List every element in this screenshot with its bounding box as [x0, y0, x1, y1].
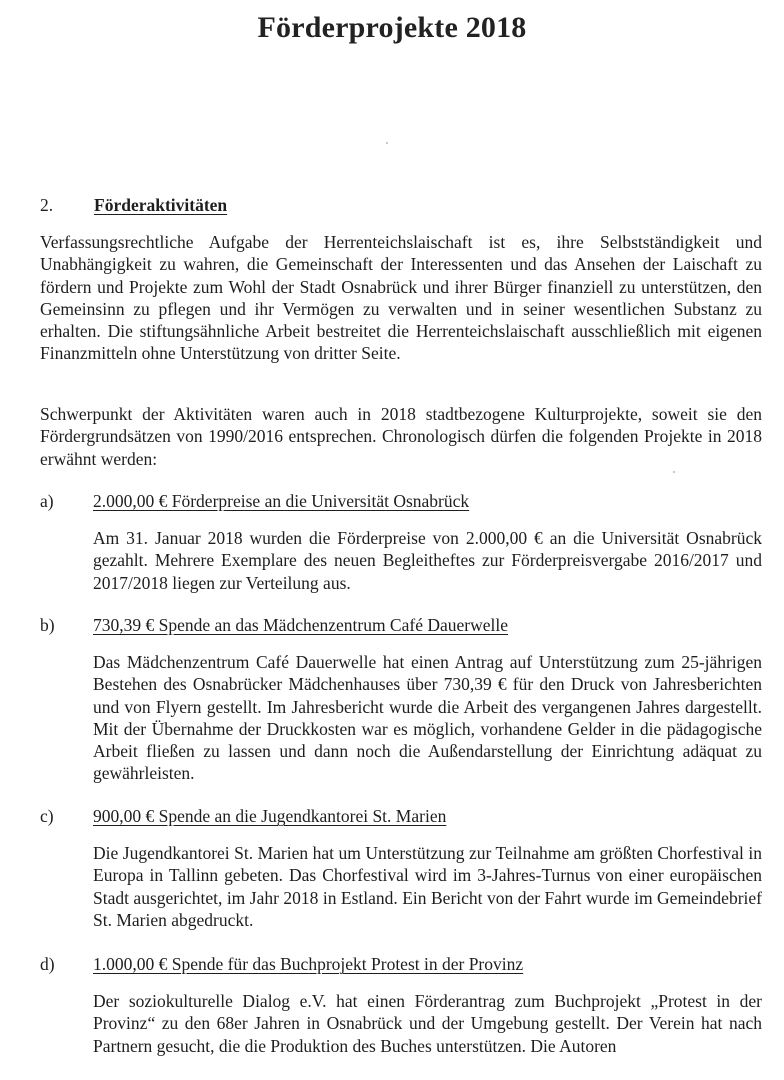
item-d-body: Der soziokulturelle Dialog e.V. hat einen Förderantrag zum Buchprojekt „Protest in der Provinz“ zu den 68er Jahren in Osnabrück und der Umgebung gestellt. Der Verein hat nach Partnern gesucht, die die Produktion des Buches unterstützen. Die Autoren [93, 991, 762, 1056]
item-a-heading [40, 490, 469, 512]
intro-paragraph: Verfassungsrechtliche Aufgabe der Herrenteichslaischaft ist es, ihre Selbstständigkeit und Unabhängigkeit zu wahren, die Gemeinschaft der Interessenten und das Ansehen der Laischaft zu fördern und Projekte zum Wohl der Stadt Osnabrück und ihrer Bürger finanziell zu unterstützen, den Gemeinsinn zu pflegen und ihr Vermögen zu verwalten und in seiner wesentlichen Substanz zu erhalten. Die stiftungsähnliche Arbeit bestreitet die Herrenteichslaischaft ausschließlich mit eigenen Finanzmitteln ohne Unterstützung von dritter Seite. [40, 232, 762, 364]
item-b-heading [40, 614, 508, 636]
item-letter: b) [40, 615, 55, 635]
item-c-heading [40, 805, 446, 827]
item-title: 2.000,00 € Förderpreise an die Universität Osnabrück [93, 491, 470, 511]
section-number: 2. [40, 195, 54, 215]
item-b-body: Das Mädchenzentrum Café Dauerwelle hat einen Antrag auf Unterstützung zum 25-jährigen Bestehen des Osnabrücker Mädchenhauses über 730,39 € für den Druck von Jahresberichten und von Flyern gestellt. Im Jahresbericht wurde die Arbeit des vergangenen Jahres dargestellt. Mit der Übernahme der Druckkosten war es möglich, vorhandene Gelder in die pädagogische Arbeit fließen zu lassen und dann noch die Außendarstellung der Einrichtung adäquat zu gewährleisten. [93, 652, 762, 784]
item-d-heading [40, 953, 523, 975]
page-title: Förderprojekte 2018 [257, 11, 527, 44]
item-title: 730,39 € Spende an das Mädchenzentrum Café Dauerwelle [93, 615, 508, 635]
item-letter: d) [40, 954, 55, 974]
item-c-body: Die Jugendkantorei St. Marien hat um Unterstützung zur Teilnahme am größten Chorfestival in Europa in Tallinn gebeten. Das Chorfestival wird im 3-Jahres-Turnus von einer europäischen Stadt ausgerichtet, im Jahr 2018 in Estland. Ein Bericht von der Fahrt wurde im Gemeindebrief St. Marien abgedruckt. [93, 843, 762, 930]
item-letter: c) [40, 806, 54, 826]
scan-speck [673, 471, 675, 473]
item-letter: a) [40, 491, 54, 511]
item-a-body: Am 31. Januar 2018 wurden die Förderpreise von 2.000,00 € an die Universität Osnabrück gezahlt. Mehrere Exemplare des neuen Begleitheftes zur Förderpreisvergabe 2016/2017 und 2017/2018 liegen zur Verteilung aus. [93, 528, 762, 593]
scan-speck [386, 142, 388, 144]
section-title: Förderaktivitäten [94, 195, 228, 215]
section-heading [40, 194, 227, 216]
item-title: 900,00 € Spende an die Jugendkantorei St. Marien [93, 806, 447, 826]
item-title: 1.000,00 € Spende für das Buchprojekt Protest in der Provinz [93, 954, 524, 974]
focus-paragraph: Schwerpunkt der Aktivitäten waren auch in 2018 stadtbezogene Kulturprojekte, soweit sie den Fördergrundsätzen von 1990/2016 entsprechen. Chronologisch dürfen die folgenden Projekte in 2018 erwähnt werden: [40, 404, 762, 469]
